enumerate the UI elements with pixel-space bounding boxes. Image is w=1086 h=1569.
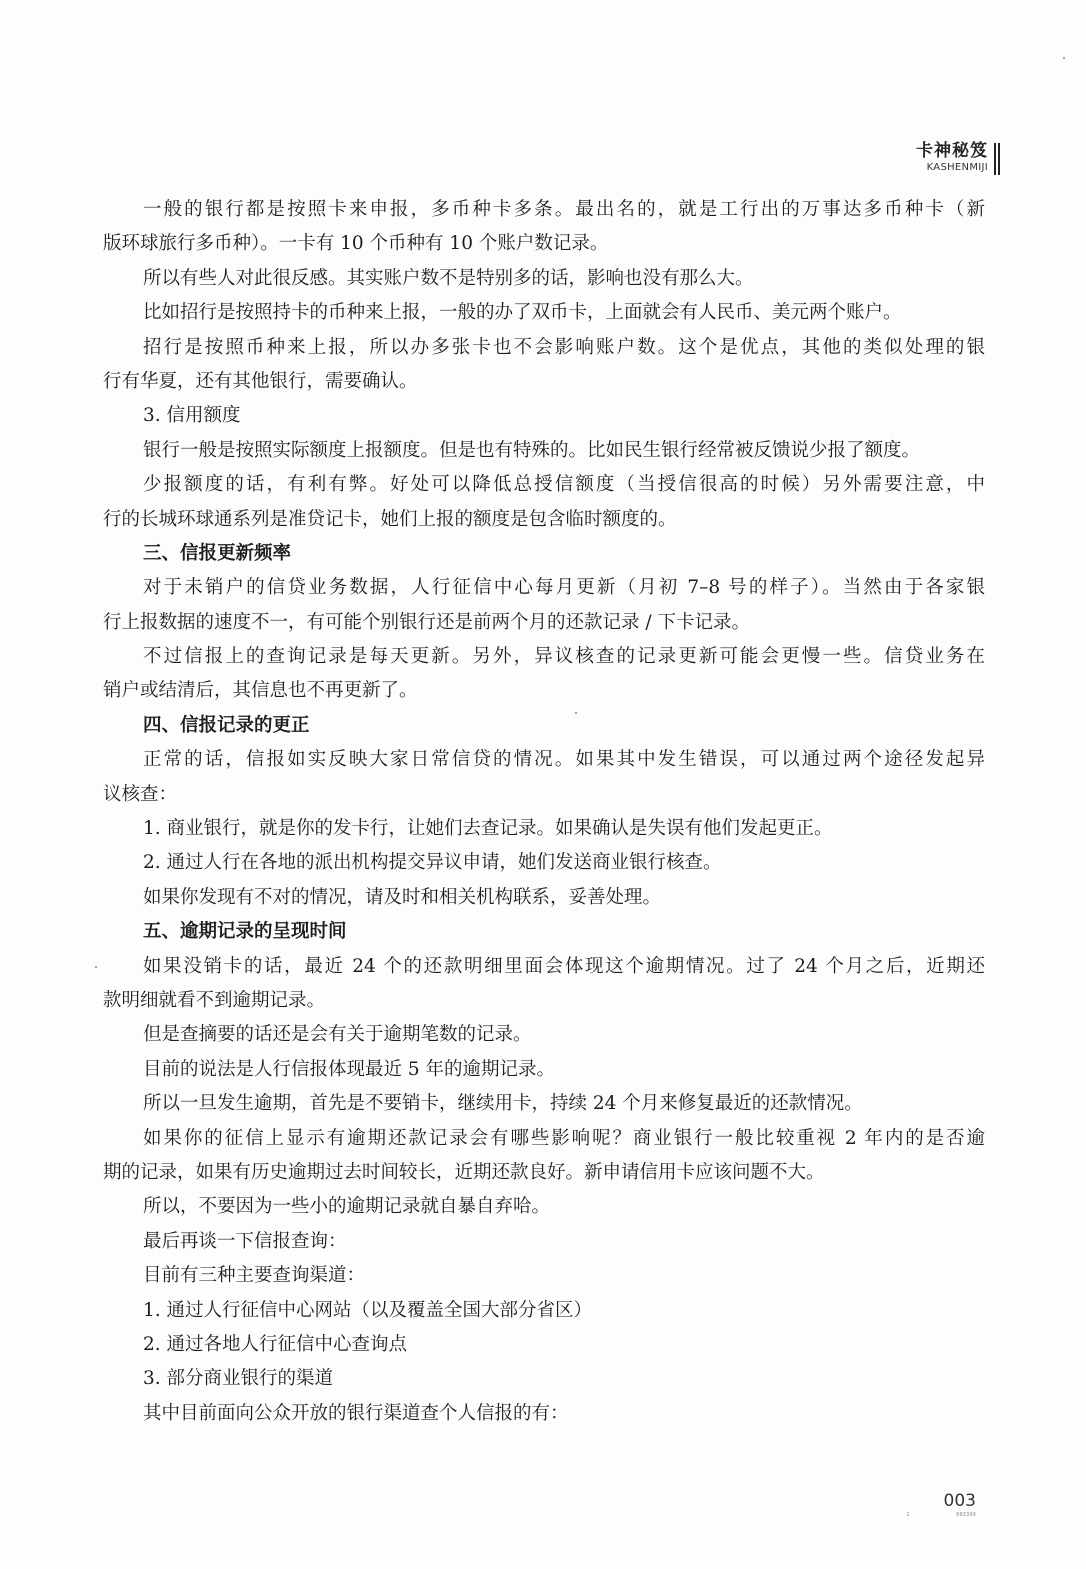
subsection-title: 3. 信用额度 [143, 405, 241, 427]
paragraph-line: 招行是按照币种来上报，所以办多张卡也不会影响账户数。这个是优点，其他的类似处理的银 [143, 336, 985, 358]
paragraph-line: 一般的银行都是按照卡来申报，多币种卡多条。最出名的，就是工行出的万事达多币种卡（新 [143, 199, 985, 220]
book-title-pinyin: KASHENMIJI [926, 162, 988, 173]
scan-speck [95, 966, 97, 968]
paragraph-line: 比如招行是按照持卡的币种来上报，一般的办了双币卡，上面就会有人民币、美元两个账户。 [143, 302, 902, 324]
paragraph-line: 所以有些人对此很反感。其实账户数不是特别多的话，影响也没有那么大。 [143, 267, 754, 289]
page-number: 003 [943, 1491, 976, 1511]
paragraph-line: 如果没销卡的话，最近 24 个的还款明细里面会体现这个逾期情况。过了 24 个月之后，近期还 [143, 955, 985, 977]
section-heading: 三、信报更新频率 [143, 542, 292, 564]
print-code: 2 003399 [906, 1512, 976, 1518]
page-body [103, 193, 985, 1425]
paragraph-line: 如果你的征信上显示有逾期还款记录会有哪些影响呢？商业银行一般比较重视 2 年内的是否逾 [143, 1127, 985, 1149]
paragraph-line: 销户或结清后，其信息也不再更新了。 [103, 680, 418, 702]
list-item: 3. 部分商业银行的渠道 [143, 1368, 334, 1390]
paragraph-line: 最后再谈一下信报查询： [143, 1230, 347, 1252]
paragraph-line: 少报额度的话，有利有弊。好处可以降低总授信额度（当授信很高的时候）另外需要注意，中 [143, 474, 985, 496]
list-item: 2. 通过人行在各地的派出机构提交异议申请，她们发送商业银行核查。 [143, 852, 722, 874]
scan-speck [1063, 57, 1065, 59]
book-title: 卡神秘笈 [916, 141, 988, 161]
paragraph-line: 议核查： [103, 783, 178, 805]
list-item: 1. 商业银行，就是你的发卡行，让她们去查记录。如果确认是失误有他们发起更正。 [143, 818, 833, 840]
list-item: 1. 通过人行征信中心网站（以及覆盖全国大部分省区） [143, 1299, 593, 1321]
paragraph-line: 行上报数据的速度不一，有可能个别银行还是前两个月的还款记录 / 下卡记录。 [103, 611, 750, 633]
paragraph-line: 对于未销户的信贷业务数据，人行征信中心每月更新（月初 7–8 号的样子）。当然由于各家银 [143, 577, 985, 599]
paragraph-line: 正常的话，信报如实反映大家日常信贷的情况。如果其中发生错误，可以通过两个途径发起异 [143, 749, 985, 771]
paragraph-line: 款明细就看不到逾期记录。 [103, 989, 326, 1011]
section-heading: 五、逾期记录的呈现时间 [143, 921, 347, 943]
paragraph-line: 所以，不要因为一些小的逾期记录就自暴自弃哈。 [143, 1196, 551, 1218]
section-heading: 四、信报记录的更正 [143, 714, 310, 736]
paragraph-line: 版环球旅行多币种）。一卡有 10 个币种有 10 个账户数记录。 [103, 233, 609, 255]
paragraph-line: 不过信报上的查询记录是每天更新。另外，异议核查的记录更新可能会更慢一些。信贷业务在 [143, 646, 985, 668]
paragraph-line: 行的长城环球通系列是准贷记卡，她们上报的额度是包含临时额度的。 [103, 508, 677, 530]
paragraph-line: 银行一般是按照实际额度上报额度。但是也有特殊的。比如民生银行经常被反馈说少报了额度。 [143, 439, 921, 461]
paragraph-line: 行有华夏，还有其他银行，需要确认。 [103, 370, 418, 392]
scan-speck [575, 712, 577, 714]
header-rule-bars [994, 143, 1000, 175]
paragraph-line: 所以一旦发生逾期，首先是不要销卡，继续用卡，持续 24 个月来修复最近的还款情况。 [143, 1093, 863, 1115]
paragraph-line: 如果你发现有不对的情况，请及时和相关机构联系，妥善处理。 [143, 886, 662, 908]
paragraph-line: 期的记录，如果有历史逾期过去时间较长，近期还款良好。新申请信用卡应该问题不大。 [103, 1161, 825, 1183]
running-header [916, 140, 988, 174]
paragraph-line: 目前有三种主要查询渠道： [143, 1265, 366, 1287]
paragraph-line-cut-off: 其中目前面向公众开放的银行渠道查个人信报的有： [143, 1402, 569, 1424]
paragraph-line: 目前的说法是人行信报体现最近 5 年的逾期记录。 [143, 1058, 556, 1080]
list-item: 2. 通过各地人行征信中心查询点 [143, 1333, 408, 1355]
paragraph-line: 但是查摘要的话还是会有关于逾期笔数的记录。 [143, 1024, 532, 1046]
